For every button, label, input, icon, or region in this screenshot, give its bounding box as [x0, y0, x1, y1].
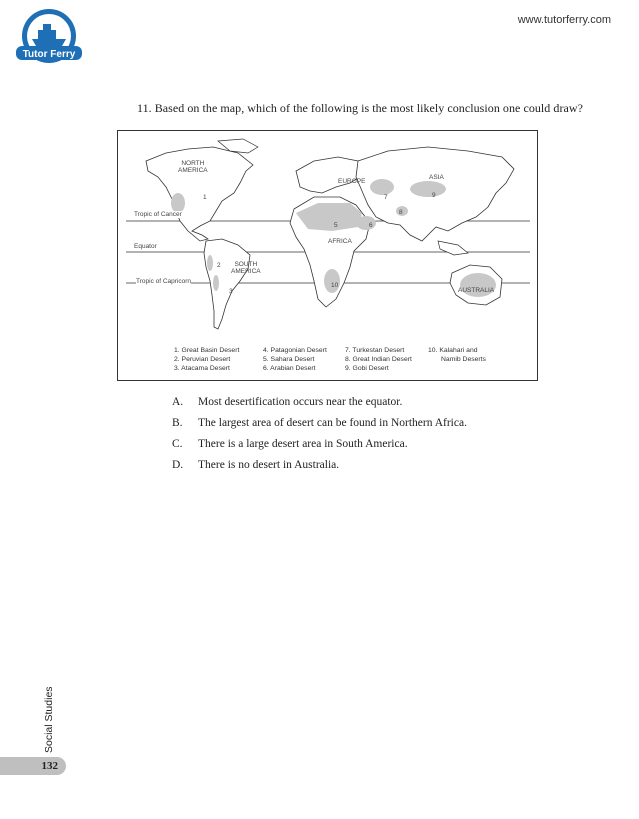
legend-item: 2. Peruvian Desert: [174, 356, 231, 363]
label-asia: ASIA: [429, 174, 444, 181]
label-south-america: SOUTH AMERICA: [231, 261, 261, 275]
option-text: Most desertification occurs near the equator.: [198, 396, 403, 408]
desert-kalahari-namib: [324, 269, 340, 293]
legend-item: 7. Turkestan Desert: [345, 347, 405, 354]
desert-number-2: 2: [217, 262, 221, 269]
legend-item: 10. Kalahari and: [428, 347, 478, 354]
legend-column-1: [174, 346, 239, 373]
label-tropic-of-cancer: Tropic of Cancer: [134, 211, 182, 218]
desert-peruvian: [207, 255, 213, 271]
legend-item: 4. Patagonian Desert: [263, 347, 327, 354]
legend-column-2: [263, 346, 327, 373]
legend-column-4: [428, 346, 486, 364]
option-b[interactable]: [172, 417, 467, 438]
option-key: C.: [172, 438, 183, 450]
southeast-asia-islands: [438, 241, 468, 255]
europe-shape: [296, 157, 366, 193]
logo-text: Tutor Ferry: [22, 49, 76, 60]
legend-item: 5. Sahara Desert: [263, 356, 315, 363]
option-key: B.: [172, 417, 183, 429]
desert-gobi: [410, 181, 446, 197]
desert-turkestan: [370, 179, 394, 195]
label-tropic-of-capricorn: Tropic of Capricorn: [136, 278, 192, 285]
desert-number-1: 1: [203, 194, 207, 201]
desert-number-6: 6: [369, 222, 373, 229]
option-c[interactable]: [172, 438, 467, 459]
legend-item: 8. Great Indian Desert: [345, 356, 412, 363]
legend-item: 1. Great Basin Desert: [174, 347, 240, 354]
option-text: There is a large desert area in South America.: [198, 438, 408, 450]
label-equator: Equator: [134, 243, 157, 250]
question-text: 11. Based on the map, which of the following is the most likely conclusion one could draw?: [137, 101, 583, 115]
option-key: D.: [172, 459, 184, 471]
tutor-ferry-logo: [10, 6, 88, 70]
desert-number-8: 8: [399, 209, 403, 216]
desert-arabian: [356, 216, 376, 230]
desert-number-3: 3: [229, 288, 233, 295]
desert-great-basin: [171, 193, 185, 213]
option-d[interactable]: [172, 459, 467, 480]
label-africa: AFRICA: [328, 238, 352, 245]
answer-options: [172, 396, 467, 480]
option-a[interactable]: [172, 396, 467, 417]
website-url[interactable]: www.tutorferry.com: [517, 14, 611, 26]
legend-item: 9. Gobi Desert: [345, 365, 389, 372]
desert-number-7: 7: [384, 194, 388, 201]
legend-item: Namib Deserts: [441, 356, 486, 363]
desert-number-5: 5: [334, 222, 338, 229]
option-text: The largest area of desert can be found in Northern Africa.: [198, 417, 467, 429]
desert-number-9: 9: [432, 192, 436, 199]
legend-column-3: [345, 346, 412, 373]
world-desert-map: [117, 130, 538, 381]
page-number: 132: [0, 757, 66, 775]
label-north-america: NORTH AMERICA: [178, 160, 208, 174]
option-text: There is no desert in Australia.: [198, 459, 340, 471]
legend-item: 3. Atacama Desert: [174, 365, 230, 372]
label-europe: EUROPE: [338, 178, 366, 185]
legend-item: 6. Arabian Desert: [263, 365, 316, 372]
south-america-shape: [204, 239, 250, 329]
option-key: A.: [172, 396, 184, 408]
label-australia: AUSTRALIA: [458, 287, 495, 294]
desert-number-10: 10: [331, 282, 339, 289]
desert-atacama: [213, 275, 219, 291]
subject-label: Social Studies: [43, 686, 55, 753]
